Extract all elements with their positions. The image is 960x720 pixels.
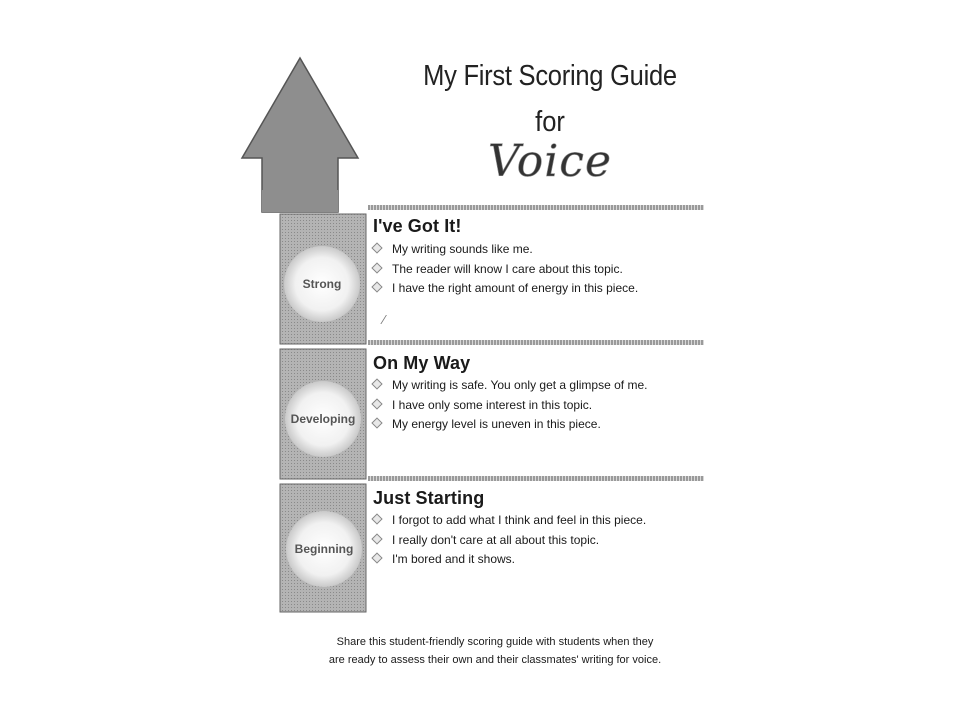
level-heading-beginning: Just Starting (373, 488, 485, 508)
bullet-diamond-icon (371, 281, 382, 292)
level-criteria-beginning (373, 511, 646, 570)
criterion-item: My writing sounds like me. (373, 240, 638, 260)
criterion-item: I have the right amount of energy in this piece. (373, 279, 638, 299)
page-caption (300, 633, 690, 669)
badge-label-beginning: Beginning (294, 542, 354, 556)
criterion-item: The reader will know I care about this topic. (373, 260, 638, 280)
page-title: My First Scoring Guide (423, 60, 677, 92)
bullet-diamond-icon (371, 417, 382, 428)
caption-line-2: are ready to assess their own and their classmates' writing for voice. (328, 654, 662, 666)
criterion-item: I have only some interest in this topic. (373, 396, 647, 416)
band-divider (368, 476, 704, 481)
band-divider (368, 205, 704, 210)
band-divider (368, 340, 704, 345)
arrow-head-icon (242, 58, 358, 212)
bullet-diamond-icon (371, 378, 382, 389)
level-heading-developing: On My Way (373, 353, 471, 373)
bullet-diamond-icon (371, 533, 382, 544)
level-criteria-strong (373, 240, 638, 299)
criterion-item: My energy level is uneven in this piece. (373, 415, 647, 435)
page-title-trait: Voice (488, 136, 612, 187)
caption-line-1: Share this student-friendly scoring guide with students when they (336, 636, 654, 648)
bullet-diamond-icon (371, 398, 382, 409)
pencil-mark: ⁄ (383, 312, 386, 327)
progress-arrow-column (240, 40, 370, 630)
bullet-diamond-icon (371, 552, 382, 563)
page-title-for: for (535, 106, 565, 138)
level-criteria-developing (373, 376, 647, 435)
bullet-diamond-icon (371, 513, 382, 524)
level-heading-strong: I've Got It! (373, 216, 462, 236)
criterion-item: I'm bored and it shows. (373, 550, 646, 570)
criterion-item: I really don't care at all about this topic. (373, 531, 646, 551)
criterion-item: I forgot to add what I think and feel in this piece. (373, 511, 646, 531)
badge-label-developing: Developing (290, 412, 356, 426)
criterion-item: My writing is safe. You only get a glimpse of me. (373, 376, 647, 396)
badge-label-strong: Strong (302, 277, 342, 291)
bullet-diamond-icon (371, 242, 382, 253)
bullet-diamond-icon (371, 262, 382, 273)
